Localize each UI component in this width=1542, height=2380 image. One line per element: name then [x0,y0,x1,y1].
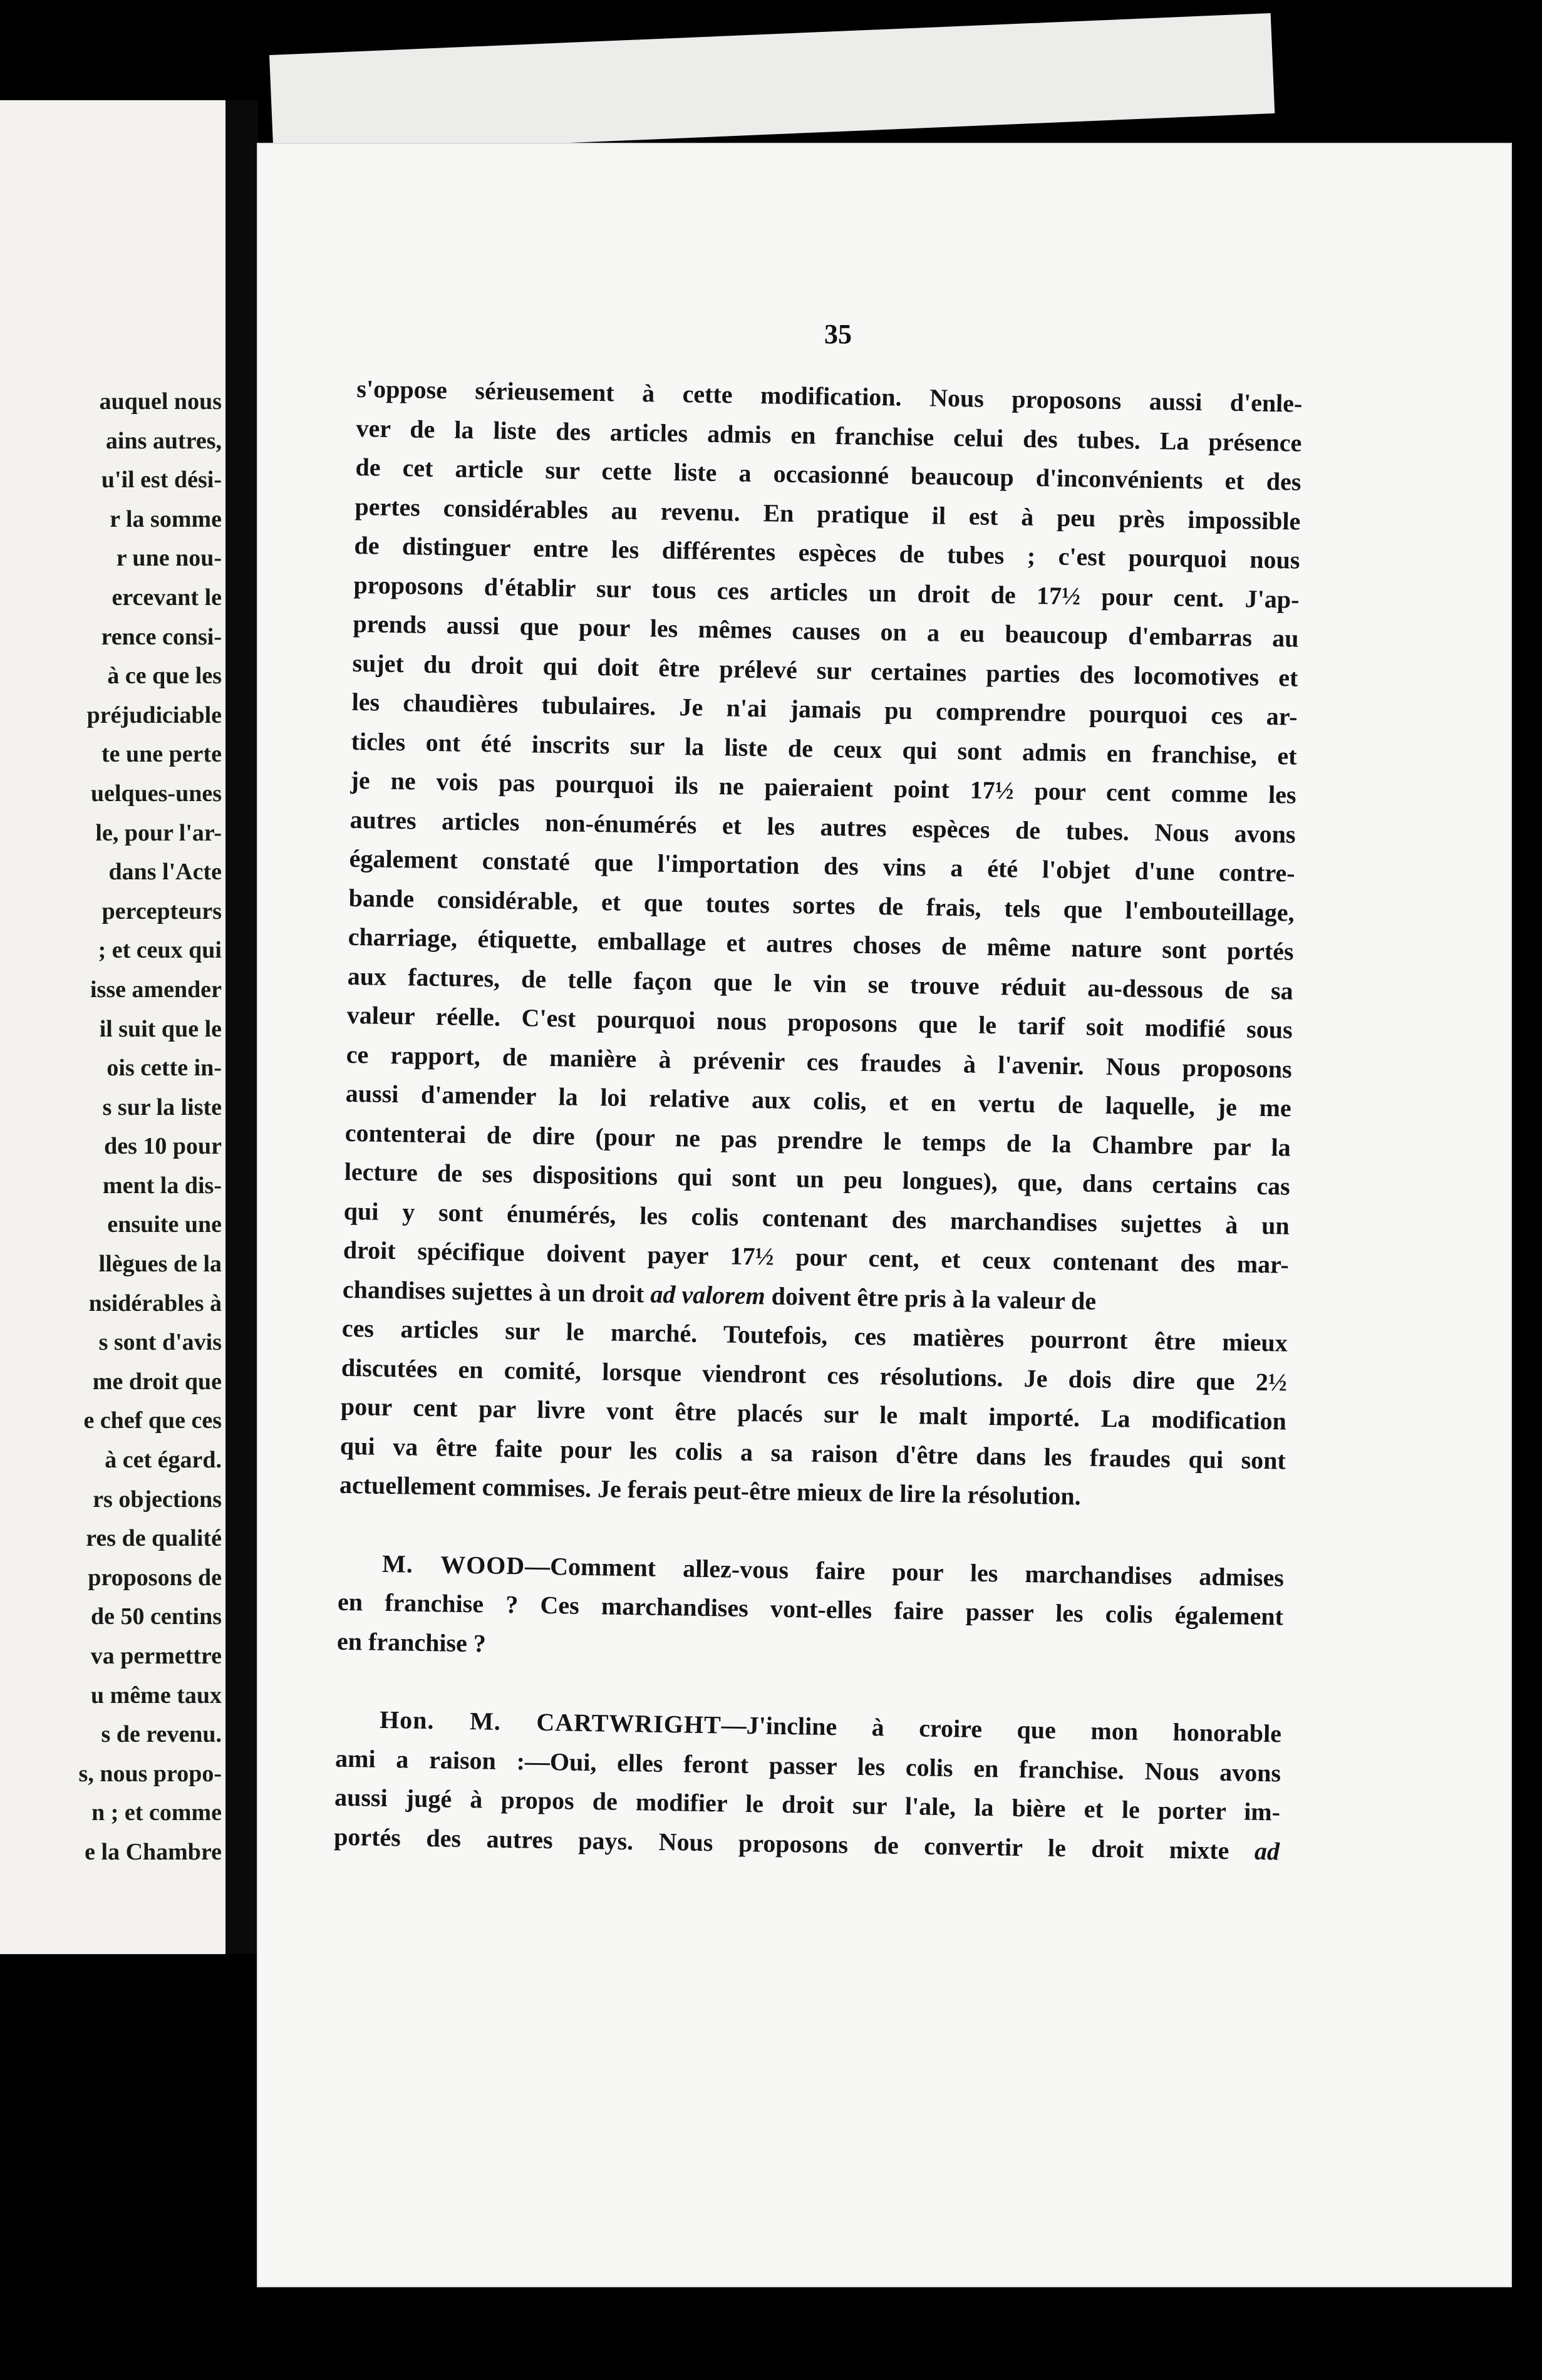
paragraph-line: pour cent par livre vont être placés sur le malt importé. La modification [340,1392,1287,1436]
paragraph-line: en franchise ? [336,1627,487,1657]
left-page-line: à ce que les [107,663,222,690]
left-page-line: proposons de [88,1564,222,1591]
paragraph-line: ce rapport, de manière à prévenir ces fraudes à l'avenir. Nous proposons [346,1040,1292,1084]
left-page-line: n ; et comme [91,1799,222,1826]
left-page-line: u'il est dési- [101,467,222,494]
paragraph-line: également constaté que l'importation des vins a été l'objet d'une contre- [349,844,1295,887]
left-page-line: u même taux [91,1682,222,1709]
backing-page-edge [269,13,1275,155]
left-page-line: isse amender [90,976,222,1003]
left-page-line: dans l'Acte [108,859,222,886]
paragraph-line: portés des autres pays. Nous proposons de convertir le droit mixte [333,1822,1229,1865]
left-page-line: de 50 centins [91,1603,222,1630]
left-page-line: ains autres, [105,427,222,454]
paragraph-line: actuellement commises. Je ferais peut-être mieux de lire la résolution. [339,1470,1082,1511]
speaker-name: M. WOOD [381,1549,525,1580]
paragraph-line: de cet article sur cette liste a occasionné beaucoup d'inconvénients et des [355,452,1301,496]
paragraph-cartwright-reply: Hon. M. CARTWRIGHT—J'incline à croire que mon honorable ami a raison :—Oui, elles feront passer les colis en franchise. Nous avons aussi jugé à propos de modifier le droit sur l'ale, la bière et le porter im- portés des autres pays. Nous proposons de convertir le droit mixte ad [333,1705,1282,1865]
italic-term: ad valorem [650,1280,766,1310]
left-page-line: il suit que le [99,1015,222,1042]
left-page-line: te une perte [101,741,222,768]
book-gutter [225,100,258,1954]
paragraph-line: les chaudières tubulaires. Je n'ai jamais pu comprendre pourquoi ces ar- [351,687,1298,731]
paragraph-line: ticles ont été inscrits sur la liste de ceux qui sont admis en franchise, et [351,727,1297,770]
page-number: 35 [824,319,852,349]
left-page-line: percepteurs [101,898,222,924]
paragraph-line: charriage, étiquette, emballage et autres choses de même nature sont portés [348,922,1294,966]
left-page-text-column [0,382,225,1872]
left-page-line: ment la dis- [103,1172,222,1199]
paragraph-line: proposons d'établir sur tous ces articles un droit de 17½ pour cent. J'ap- [353,570,1300,614]
paragraph-line: bande considérable, et que toutes sortes de frais, tels que l'embouteillage, [348,883,1295,927]
paragraph-line: lecture de ses dispositions qui sont un peu longues), que, dans certains cas [344,1157,1291,1201]
paragraph-line: aussi d'amender la loi relative aux colis, et en vertu de laquelle, je me [345,1079,1292,1122]
left-page-line: ensuite une [107,1211,222,1238]
left-page-line: rs objections [93,1486,222,1513]
left-page-line: s sont d'avis [98,1329,222,1356]
paragraph-wood-question: M. WOOD—Comment allez-vous faire pour les marchandises admises en franchise ? Ces marchandises vont-elles faire passer les colis également en franchise ? [337,1543,1285,1675]
left-page-line: s, nous propo- [78,1760,222,1787]
left-page-line: des 10 pour [104,1133,222,1160]
paragraph-line: qui y sont énumérés, les colis contenant des marchandises sujettes à un [343,1196,1290,1240]
left-page-line: auquel nous [99,388,222,415]
paragraph-line: prends aussi que pour les mêmes causes on a eu beaucoup d'embarras au [353,609,1299,653]
left-page-line: ois cette in- [106,1055,222,1082]
italic-term: ad [1254,1836,1280,1865]
paragraph-line: ces articles sur le marché. Toutefois, ces matières pourront être mieux [341,1313,1288,1357]
left-page-fragment [0,100,225,1954]
speaker-name: Hon. M. CARTWRIGHT [379,1705,722,1739]
paragraph-line: de distinguer entre les différentes espèces de tubes ; c'est pourquoi nous [354,530,1300,574]
paragraph-line: aussi jugé à propos de modifier le droit sur l'ale, la bière et le porter im- [334,1782,1281,1826]
paragraph-line: ver de la liste des articles admis en franchise celui des tubes. La présence [356,413,1302,457]
left-page-line: préjudiciable [86,701,222,728]
left-page-line: rence consi- [101,623,222,650]
left-page-line: e chef que ces [83,1407,222,1434]
paragraph-line: sujet du droit qui doit être prélevé sur certaines parties des locomotives et [352,648,1298,692]
left-page-line: llègues de la [98,1251,222,1278]
left-page-line: s sur la liste [102,1094,222,1120]
left-page-line: ; et ceux qui [98,937,222,964]
left-page-line: me droit que [92,1368,222,1395]
paragraph-line: ami a raison :—Oui, elles feront passer les colis en franchise. Nous avons [334,1744,1281,1787]
left-page-line: r la somme [110,505,222,532]
paragraph-line: contenterai de dire (pour ne pas prendre le temps de la Chambre par la [344,1118,1291,1162]
paragraph-line: je ne vois pas pourquoi ils ne paieraient point 17½ pour cent comme les [350,765,1296,809]
page-body [334,370,1303,1871]
left-page-line: r une nou- [116,545,222,572]
paragraph-line: droit spécifique doivent payer 17½ pour cent, et ceux contenant des mar- [343,1235,1290,1279]
paragraph-line: pertes considérables au revenu. En pratique il est à peu près impossible [354,492,1301,536]
paragraph-budget-speech [343,370,1302,1285]
paragraph-line: aux factures, de telle façon que le vin se trouve réduit au-dessous de sa [347,961,1293,1005]
left-page-line: va permettre [90,1643,222,1669]
left-page-line: res de qualité [86,1525,222,1552]
paragraph-line: en franchise ? Ces marchandises vont-elles faire passer les colis également [337,1587,1284,1631]
left-page-line: nsidérables à [88,1290,222,1317]
paragraph-line: discutées en comité, lorsque viendront ces résolutions. Je dois dire que 2½ [341,1353,1288,1397]
paragraph-line-italic: chandises sujettes à un droit ad valorem doivent être pris à la valeur de [342,1275,1097,1315]
paragraph-budget-speech-continued [339,1309,1288,1519]
left-page-line: s de revenu. [101,1721,222,1748]
left-page-line: ercevant le [111,584,222,611]
paragraph-line: s'oppose sérieusement à cette modification. Nous proposons aussi d'enle- [356,374,1303,418]
paragraph-line: qui va être faite pour les colis a sa raison d'être dans les fraudes qui sont [339,1431,1286,1475]
left-page-line: le, pour l'ar- [95,819,222,846]
left-page-line: uelques-unes [90,780,222,807]
left-page-line: e la Chambre [85,1838,222,1865]
paragraph-line: valeur réelle. C'est pourquoi nous proposons que le tarif soit modifié sous [346,1000,1293,1044]
paragraph-line: autres articles non-énumérés et les autres espèces de tubes. Nous avons [349,805,1296,849]
left-page-line: à cet égard. [105,1447,222,1474]
